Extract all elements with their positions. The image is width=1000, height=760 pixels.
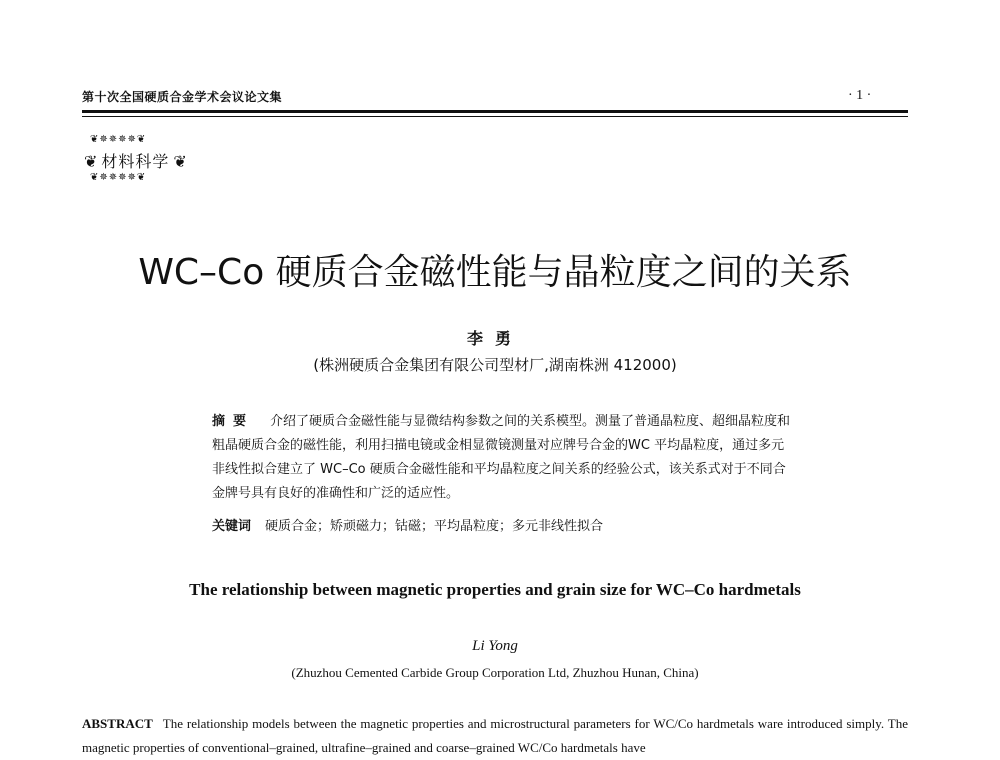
keywords-cn-text: 硬质合金；矫顽磁力；钴磁；平均晶粒度；多元非线性拟合 xyxy=(265,519,604,534)
abstract-en-label: ABSTRACT xyxy=(82,716,153,731)
keywords-cn xyxy=(212,515,794,534)
badge-border-top: ❦✵✵✵✵❦ xyxy=(90,134,147,145)
running-header-title: 第十次全国硬质合金学术会议论文集 xyxy=(82,90,283,104)
section-badge xyxy=(84,133,194,185)
header-rule-thick xyxy=(82,110,908,113)
keywords-cn-label: 关键词 xyxy=(212,519,252,534)
abstract-cn xyxy=(212,410,794,506)
badge-border-bottom: ❦✵✵✵✵❦ xyxy=(90,172,147,183)
author-cn: 李勇 xyxy=(466,329,523,348)
badge-side-right-icon: ❦ xyxy=(173,152,187,171)
page-number: · 1 · xyxy=(848,88,872,103)
affiliation-cn: (株洲硬质合金集团有限公司型材厂,湖南株洲 412000) xyxy=(313,356,677,374)
section-label: 材料科学 xyxy=(101,152,170,171)
badge-label-row xyxy=(84,149,194,172)
abstract-en xyxy=(82,712,908,760)
paper-title-cn: WC–Co 硬质合金磁性能与晶粒度之间的关系 xyxy=(138,252,852,293)
abstract-cn-text: 介绍了硬质合金磁性能与显微结构参数之间的关系模型。测量了普通晶粒度、超细晶粒度和粗晶硬质合金的磁性能，利用扫描电镜或金相显微镜测量对应牌号合金的WC 平均晶粒度，通过多元非线性拟合建立了 WC–Co 硬质合金磁性能和平均晶粒度之间关系的经验公式，该关系式对于不同合金牌号具有良好的准确性和广泛的适应性。 xyxy=(212,414,791,501)
abstract-cn-label: 摘要 xyxy=(212,414,255,429)
paper-title-en: The relationship between magnetic properties and grain size for WC–Co hardmetals xyxy=(189,580,801,599)
author-en: Li Yong xyxy=(472,638,518,654)
abstract-en-text: The relationship models between the magnetic properties and microstructural parameters for WC/Co hardmetals ware introduced simply. The magnetic properties of conventional–grained, ultrafine–grained and coarse–grained WC/Co hardmetals have xyxy=(82,716,908,755)
header-rule-thin xyxy=(82,116,908,117)
badge-side-left-icon: ❦ xyxy=(84,152,98,171)
affiliation-en: (Zhuzhou Cemented Carbide Group Corporation Ltd, Zhuzhou Hunan, China) xyxy=(291,665,699,680)
